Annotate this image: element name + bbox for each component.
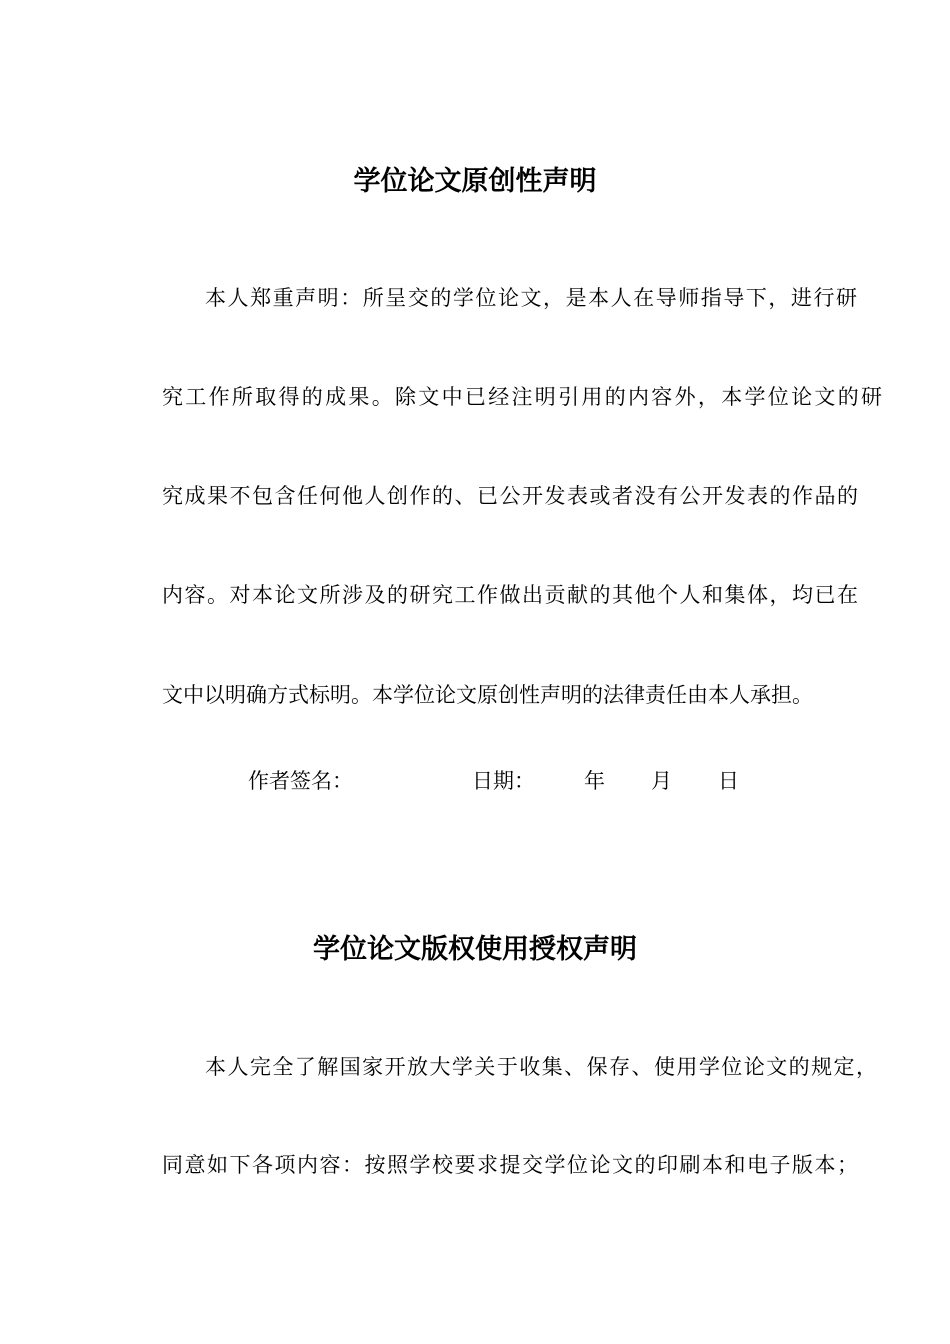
date-label: 日期： <box>472 769 535 793</box>
originality-line-3: 究成果不包含任何他人创作的、已公开发表或者没有公开发表的作品的 <box>162 484 858 508</box>
originality-line-2: 究工作所取得的成果。除文中已经注明引用的内容外，本学位论文的研 <box>162 385 882 409</box>
originality-line-4: 内容。对本论文所涉及的研究工作做出贡献的其他个人和集体，均已在 <box>162 583 858 607</box>
copyright-line-1: 本人完全了解国家开放大学关于收集、保存、使用学位论文的规定， <box>205 1055 877 1079</box>
author-signature-label: 作者签名： <box>248 769 353 793</box>
year-label: 年 <box>584 769 605 793</box>
copyright-line-2: 同意如下各项内容：按照学校要求提交学位论文的印刷本和电子版本； <box>162 1153 858 1177</box>
month-label: 月 <box>651 769 672 793</box>
originality-line-5: 文中以明确方式标明。本学位论文原创性声明的法律责任由本人承担。 <box>162 683 813 707</box>
day-label: 日 <box>718 769 739 793</box>
signature-row <box>0 766 950 796</box>
originality-title: 学位论文原创性声明 <box>353 166 597 197</box>
copyright-title: 学位论文版权使用授权声明 <box>313 934 637 965</box>
originality-line-1: 本人郑重声明：所呈交的学位论文，是本人在导师指导下，进行研 <box>205 286 857 310</box>
